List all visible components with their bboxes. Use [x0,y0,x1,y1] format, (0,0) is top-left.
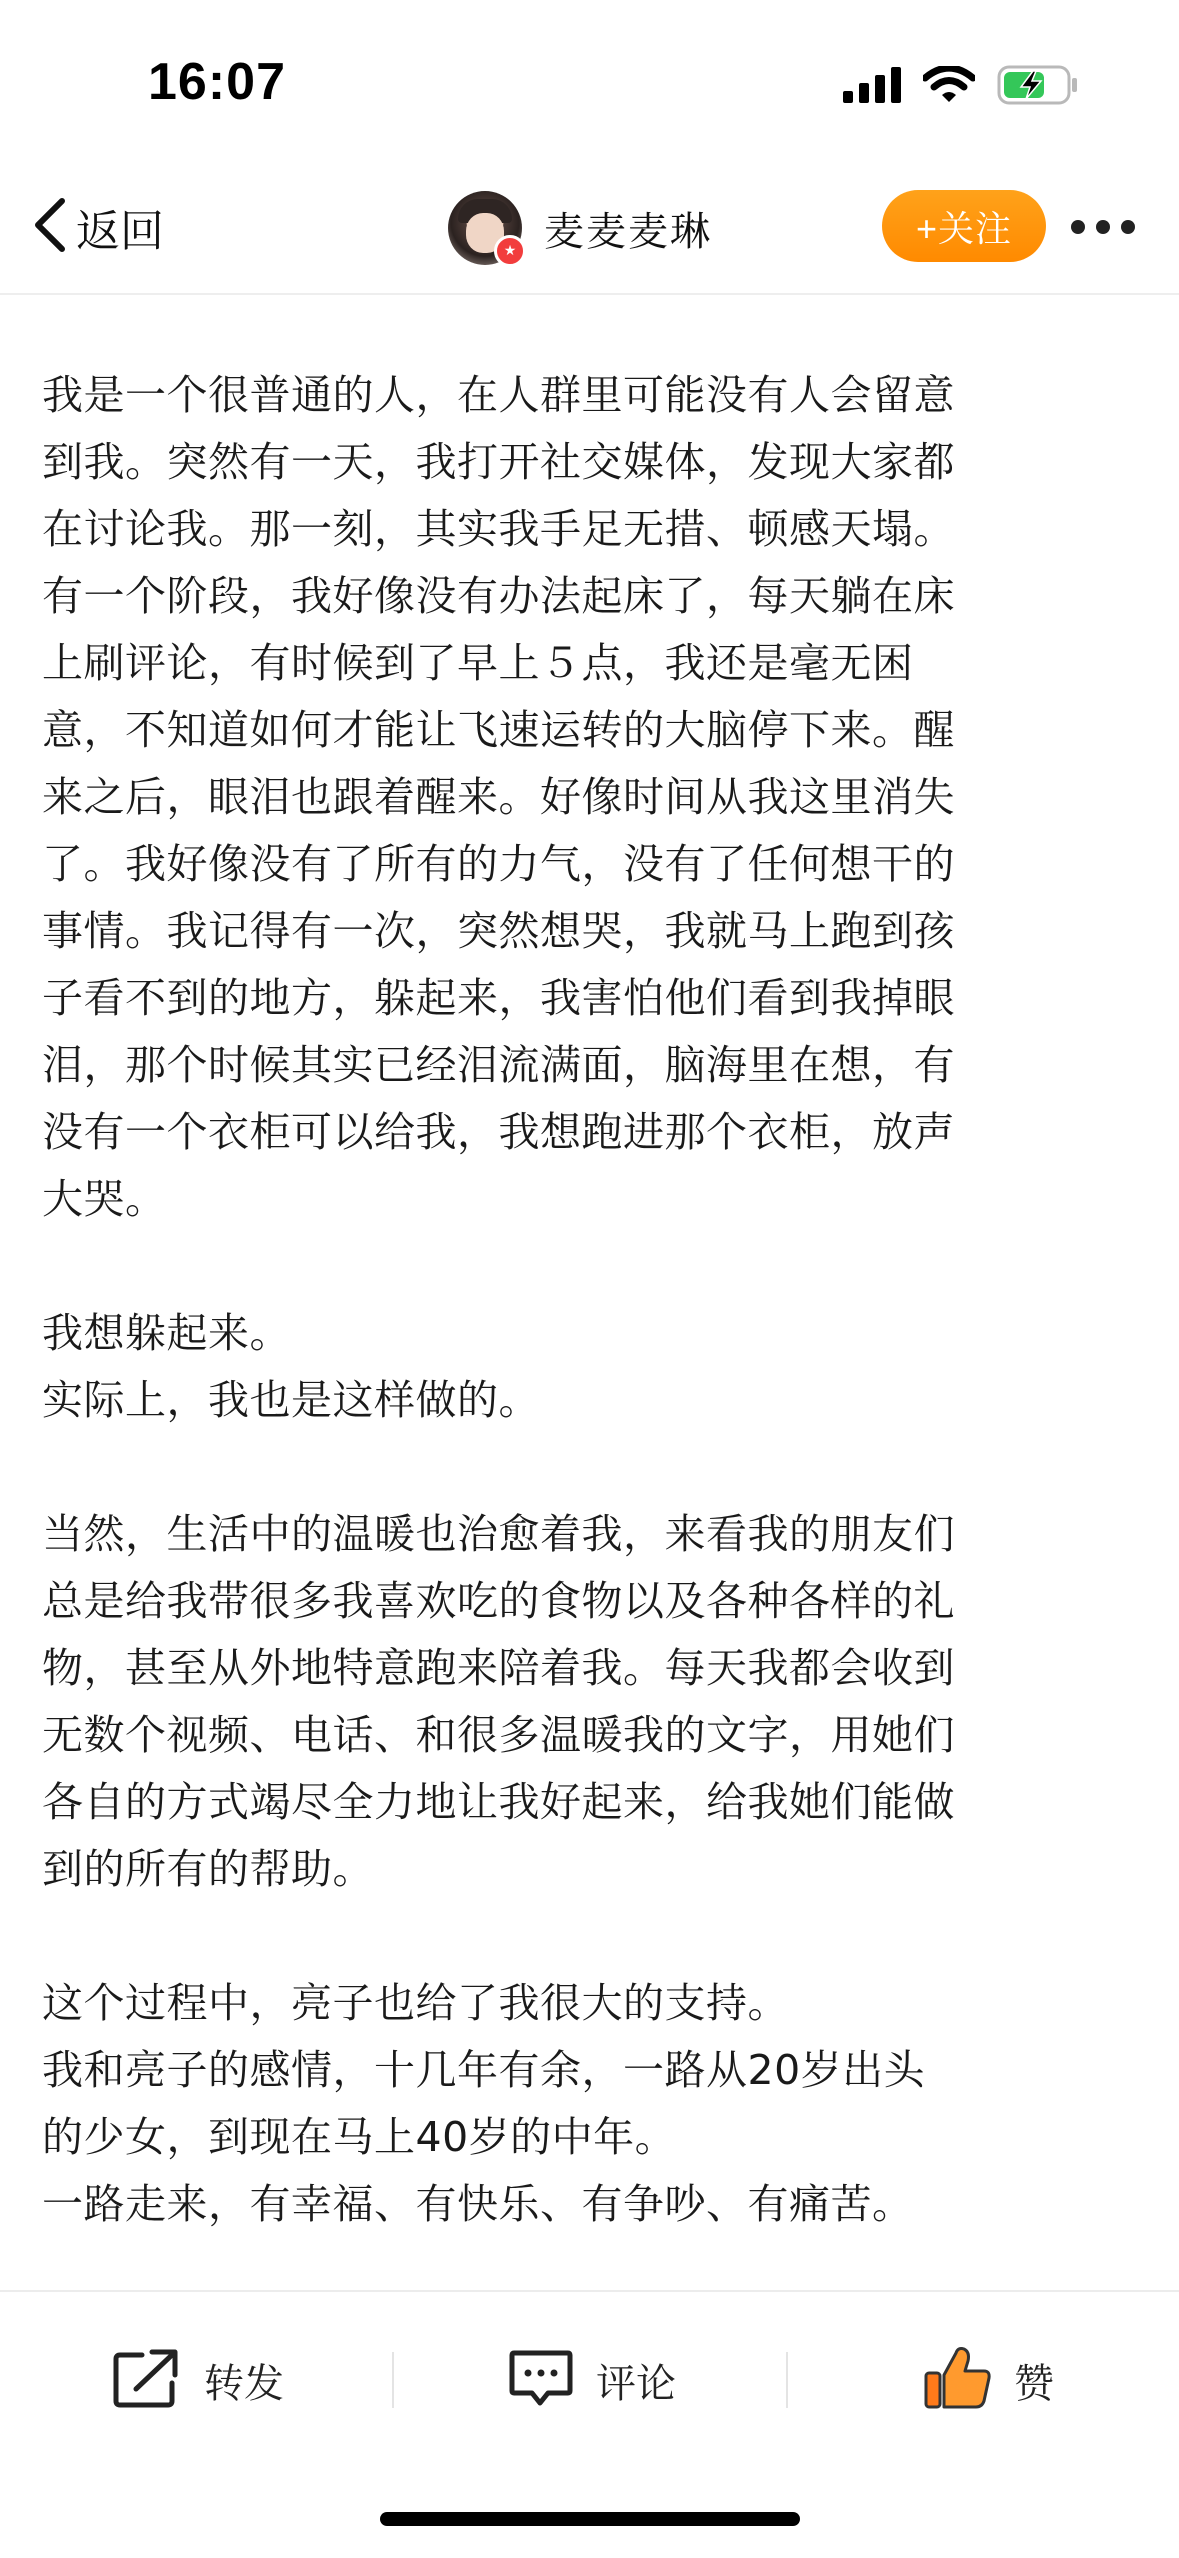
text-line: 上刷评论，有时候到了早上５点，我还是毫无困 [42,639,914,687]
like-label: 赞 [1014,2360,1054,2407]
text-line: 各自的方式竭尽全力地让我好起来，给我她们能做 [42,1778,955,1826]
nav-divider [0,293,1179,295]
text-line: 泪，那个时候其实已经泪流满面，脑海里在想，有 [42,1041,955,1089]
text-line: 大哭。 [42,1175,167,1223]
username[interactable]: 麦麦麦琳 [544,208,712,255]
text-line: 子看不到的地方，躲起来，我害怕他们看到我掉眼 [42,974,955,1022]
text-line: 当然，生活中的温暖也治愈着我，来看我的朋友们 [42,1510,955,1558]
text-line: 无数个视频、电话、和很多温暖我的文字，用她们 [42,1711,955,1759]
status-time: 16:07 [148,53,286,111]
like-button[interactable] [924,2340,1054,2420]
text-line: 的少女，到现在马上40岁的中年。 [42,2113,677,2161]
status-bar [0,0,1179,160]
text-line: 总是给我带很多我喜欢吃的食物以及各种各样的礼 [42,1577,955,1625]
text-line: 来之后，眼泪也跟着醒来。好像时间从我这里消失 [42,773,955,821]
cellular-signal-icon [843,67,901,107]
text-line: 我想躲起来。 [42,1309,291,1357]
text-line: 一路走来，有幸福、有快乐、有争吵、有痛苦。 [42,2180,914,2228]
text-line: 到我。突然有一天，我打开社交媒体，发现大家都 [42,438,955,486]
paragraph [42,362,1142,1233]
text-line: 我和亮子的感情，十几年有余，一路从20岁出头 [42,2046,926,2094]
nav-bar [0,170,1179,290]
text-line: 了。我好像没有了所有的力气，没有了任何想干的 [42,840,955,888]
action-divider [392,2352,394,2408]
action-divider [786,2352,788,2408]
comment-icon [508,2347,574,2413]
back-button[interactable] [30,192,164,262]
verified-badge-icon: ★ [494,235,526,267]
repost-label: 转发 [204,2360,284,2407]
text-line: 意，不知道如何才能让飞速运转的大脑停下来。醒 [42,706,955,754]
text-line: 没有一个衣柜可以给我，我想跑进那个衣柜，放声 [42,1108,955,1156]
text-line: 这个过程中，亮子也给了我很大的支持。 [42,1979,789,2027]
text-line: 到的所有的帮助。 [42,1845,374,1893]
text-line: 我是一个很普通的人，在人群里可能没有人会留意 [42,371,955,419]
avatar[interactable] [448,191,522,265]
wifi-icon [923,66,975,108]
more-dots-icon[interactable] [1068,194,1138,260]
thumbs-up-icon [924,2345,992,2415]
back-label: 返回 [76,206,164,257]
text-line: 实际上，我也是这样做的。 [42,1376,540,1424]
nav-user[interactable] [448,188,712,268]
share-icon [112,2347,182,2413]
follow-button[interactable]: +关注 [882,190,1046,262]
text-line: 事情。我记得有一次，突然想哭，我就马上跑到孩 [42,907,955,955]
text-line: 在讨论我。那一刻，其实我手足无措、顿感天塌。 [42,505,955,553]
home-indicator [380,2512,800,2526]
status-icons [843,62,1079,112]
battery-charging-icon [997,65,1079,109]
comment-label: 评论 [596,2360,676,2407]
comment-button[interactable] [508,2340,676,2420]
paragraph [42,1501,1142,1903]
paragraph [42,1970,1142,2238]
paragraph [42,1300,1142,1434]
chevron-left-icon [30,195,70,259]
text-line: 有一个阶段，我好像没有办法起床了，每天躺在床 [42,572,955,620]
article-body [42,362,1142,2292]
text-line: 物，甚至从外地特意跑来陪着我。每天我都会收到 [42,1644,955,1692]
repost-button[interactable] [112,2340,284,2420]
